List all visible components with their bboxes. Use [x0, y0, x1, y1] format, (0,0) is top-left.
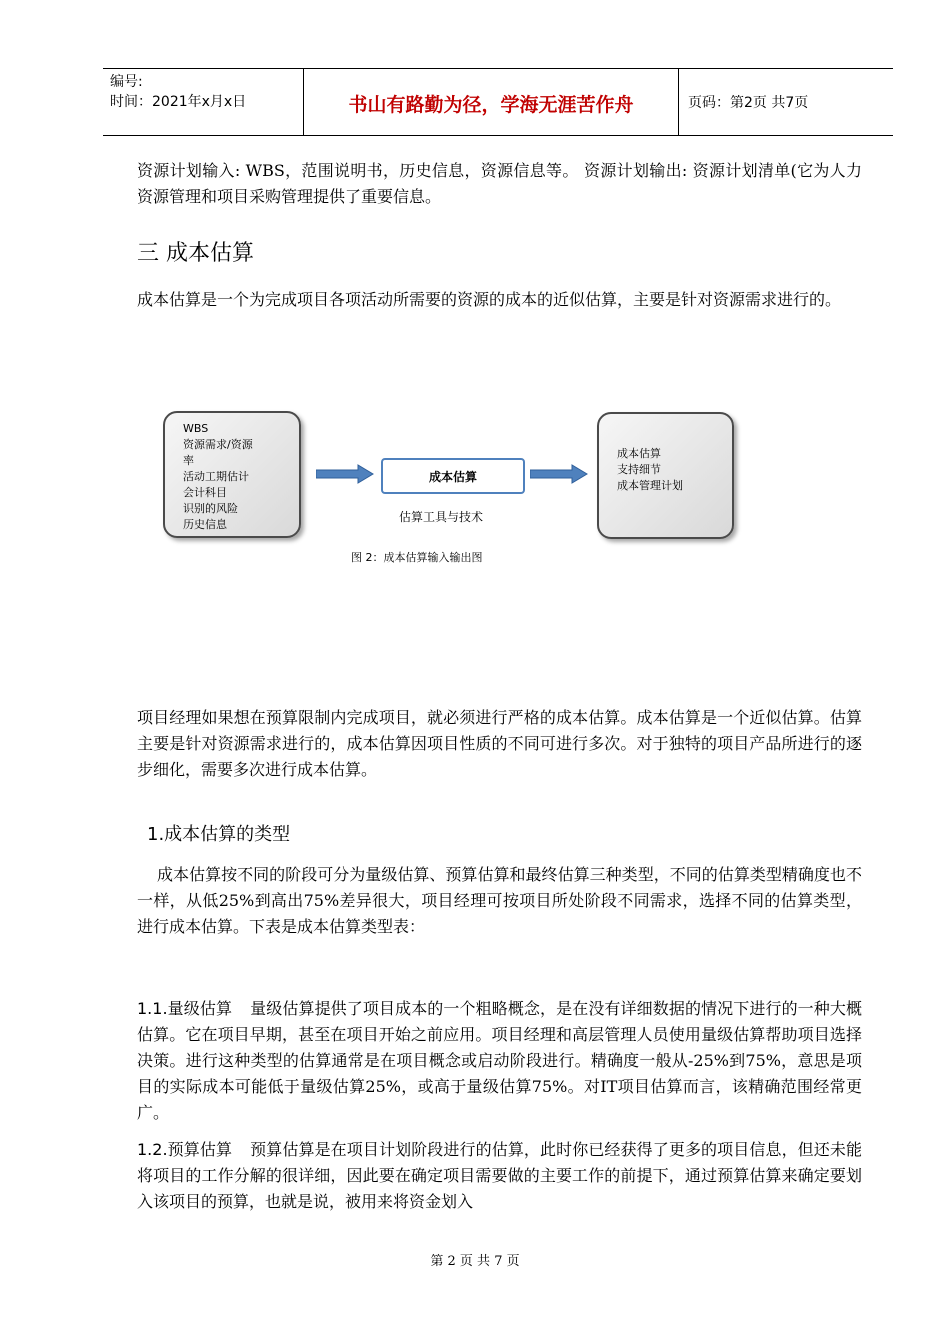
header-divider-2: [678, 68, 679, 136]
header-time-label: 时间：2021年x月x日: [110, 94, 247, 110]
magnitude-estimate-label: 1.1.量级估算: [137, 999, 233, 1018]
process-box: 成本估算: [381, 458, 525, 494]
outputs-box: [597, 412, 734, 539]
magnitude-estimate-paragraph: [137, 996, 862, 1126]
tools-label: 估算工具与技术: [399, 510, 484, 524]
section-title: 三 成本估算: [137, 241, 254, 266]
budget-estimate-label: 1.2.预算估算: [137, 1140, 233, 1159]
header-page-label: 页码：第2页 共7页: [688, 95, 809, 111]
input-item: 率: [183, 454, 194, 467]
budget-estimate-text: 预算估算是在项目计划阶段进行的估算，此时你已经获得了更多的项目信息，但还未能将项目的工作分解的很详细，因此要在确定项目需要做的主要工作的前提下，通过预算估算来确定要划入该项目的预算，也就是说，被用来将资金划入: [137, 1140, 862, 1211]
types-paragraph: 成本估算按不同的阶段可分为量级估算、预算估算和最终估算三种类型，不同的估算类型精确度也不一样，从低25%到高出75%差异很大，项目经理可按项目所处阶段不同需求，选择不同的估算类型，进行成本估算。下表是成本估算类型表：: [137, 865, 862, 936]
header-motto: 书山有路勤为径，学海无涯苦作舟: [348, 94, 634, 116]
header-divider-1: [303, 68, 304, 136]
header-number-label: 编号:: [110, 74, 143, 90]
budget-estimate-paragraph: [137, 1137, 862, 1215]
input-item: 识别的风险: [183, 502, 238, 515]
input-item: WBS: [183, 422, 209, 435]
intro-paragraph: 成本估算是一个为完成项目各项活动所需要的资源的成本的近似估算，主要是针对资源需求进行的。: [137, 290, 842, 309]
arrow-right-icon: [316, 464, 374, 484]
input-item: 资源需求/资源: [183, 438, 253, 451]
header-meta: [110, 72, 246, 112]
input-item: 历史信息: [183, 518, 227, 531]
manager-paragraph: 项目经理如果想在预算限制内完成项目，就必须进行严格的成本估算。成本估算是一个近似估算。估算主要是针对资源需求进行的，成本估算因项目性质的不同可进行多次。对于独特的项目产品所进行的逐步细化，需要多次进行成本估算。: [137, 708, 862, 779]
output-item: 支持细节: [617, 463, 661, 476]
figure-caption: 图 2：成本估算输入输出图: [351, 551, 483, 564]
arrow-right-icon: [530, 464, 588, 484]
page-footer: 第 2 页 共 7 页: [430, 1254, 520, 1269]
resource-plan-paragraph: 资源计划输入: WBS，范围说明书，历史信息，资源信息等。 资源计划输出: 资源计划清单(它为人力资源管理和项目采购管理提供了重要信息。: [137, 161, 862, 206]
input-item: 会计科目: [183, 486, 227, 499]
input-item: 活动工期估计: [183, 470, 249, 483]
output-item: 成本估算: [617, 447, 661, 460]
header-top-rule: [103, 68, 893, 69]
subsection-title: 1.成本估算的类型: [147, 824, 291, 845]
output-item: 成本管理计划: [617, 479, 683, 492]
header-bottom-rule: [103, 135, 893, 136]
magnitude-estimate-text: 量级估算提供了项目成本的一个粗略概念，是在没有详细数据的情况下进行的一种大概估算。它在项目早期，甚至在项目开始之前应用。项目经理和高层管理人员使用量级估算帮助项目选择决策。进行这种类型的估算通常是在项目概念或启动阶段进行。精确度一般从-25%到75%，意思是项目的实际成本可能低于量级估算25%，或高于量级估算75%。对IT项目估算而言，该精确范围经常更广。: [137, 999, 862, 1122]
inputs-box: [163, 411, 301, 538]
